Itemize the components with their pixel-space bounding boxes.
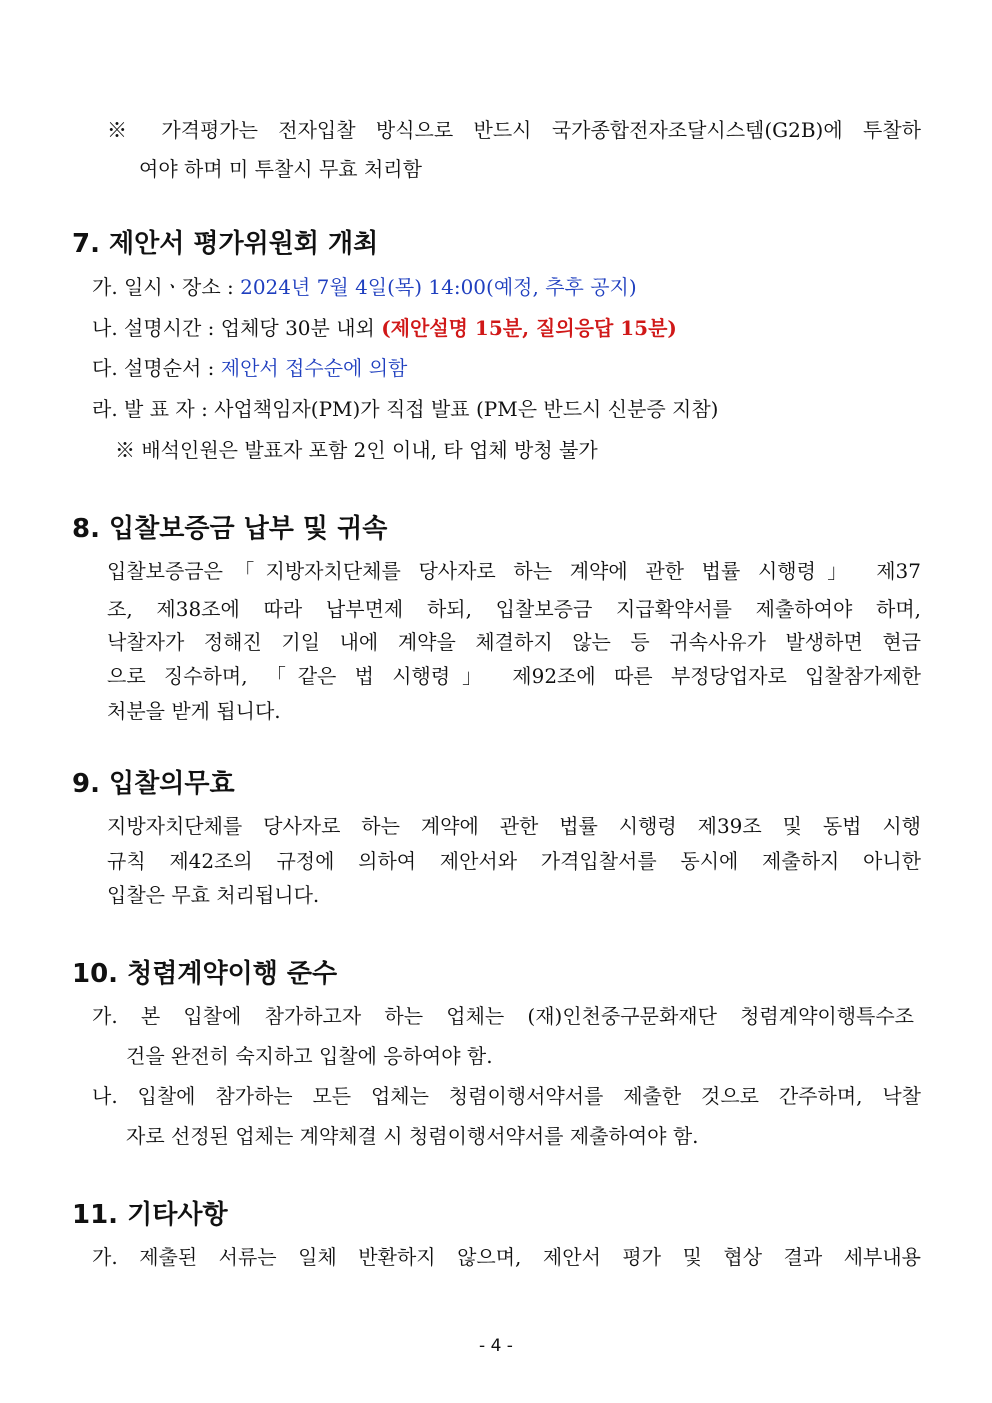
sec7-da-label: 다. 설명순서 : (92, 356, 221, 380)
section-11-heading: 11. 기타사항 (72, 1200, 228, 1230)
sec9-line2: 규칙 제42조의 규정에 의하여 제안서와 가격입찰서를 동시에 제출하지 아니한 (107, 849, 921, 873)
note-price-line1: ※ 가격평가는 전자입찰 방식으로 반드시 국가종합전자조달시스템(G2B)에 투찰하 (107, 118, 921, 142)
section-8-heading: 8. 입찰보증금 납부 및 귀속 (72, 514, 388, 544)
section-10-heading: 10. 청렴계약이행 준수 (72, 959, 338, 989)
sec7-na-value: (제안설명 15분, 질의응답 15분) (381, 316, 677, 340)
note-price-line2: 여야 하며 미 투찰시 무효 처리함 (139, 157, 422, 181)
sec8-line4: 으로 징수하며, 「같은 법 시행령」 제92조에 따른 부정당업자로 입찰참가제한 (107, 664, 921, 688)
sec10-ga-line2: 건을 완전히 숙지하고 입찰에 응하여야 함. (126, 1044, 493, 1068)
section-7-heading: 7. 제안서 평가위원회 개최 (72, 229, 379, 259)
sec8-line2: 조, 제38조에 따라 납부면제 하되, 입찰보증금 지급확약서를 제출하여야 하며, (107, 597, 921, 621)
sec7-na-label: 나. 설명시간 : 업체당 30분 내외 (92, 316, 382, 340)
sec7-da-value: 제안서 접수순에 의함 (220, 356, 408, 380)
sec7-ga-value: 2024년 7월 4일(목) 14:00(예정, 추후 공지) (240, 275, 637, 299)
sec7-item-ga (92, 273, 637, 301)
sec10-na-line2: 자로 선정된 업체는 계약체결 시 청렴이행서약서를 제출하여야 함. (126, 1124, 699, 1148)
sec7-item-ra: 라. 발 표 자 : 사업책임자(PM)가 직접 발표 (PM은 반드시 신분증 지참) (92, 397, 719, 421)
sec10-na-line1: 나. 입찰에 참가하는 모든 업체는 청렴이행서약서를 제출한 것으로 간주하며, 낙찰 (92, 1084, 921, 1108)
sec8-line3: 낙찰자가 정해진 기일 내에 계약을 체결하지 않는 등 귀속사유가 발생하면 현금 (107, 630, 921, 654)
sec10-ga-line1: 가. 본 입찰에 참가하고자 하는 업체는 (재)인천중구문화재단 청렴계약이행특수조 (92, 1004, 914, 1028)
sec8-line1: 입찰보증금은「지방자치단체를 당사자로 하는 계약에 관한 법률 시행령」 제37 (107, 559, 921, 583)
section-9-heading: 9. 입찰의무효 (72, 769, 235, 799)
sec9-line3: 입찰은 무효 처리됩니다. (107, 883, 320, 907)
sec9-line1: 지방자치단체를 당사자로 하는 계약에 관한 법률 시행령 제39조 및 동법 시행 (107, 814, 921, 838)
sec7-note: ※ 배석인원은 발표자 포함 2인 이내, 타 업체 방청 불가 (115, 438, 598, 462)
sec7-item-da (92, 354, 407, 382)
sec11-ga-line1: 가. 제출된 서류는 일체 반환하지 않으며, 제안서 평가 및 협상 결과 세부내용 (92, 1245, 921, 1269)
page-number: - 4 - (479, 1336, 513, 1356)
sec8-line5: 처분을 받게 됩니다. (107, 699, 281, 723)
sec7-item-na (92, 314, 677, 342)
sec7-ga-label: 가. 일시ㆍ장소 : (92, 275, 241, 299)
